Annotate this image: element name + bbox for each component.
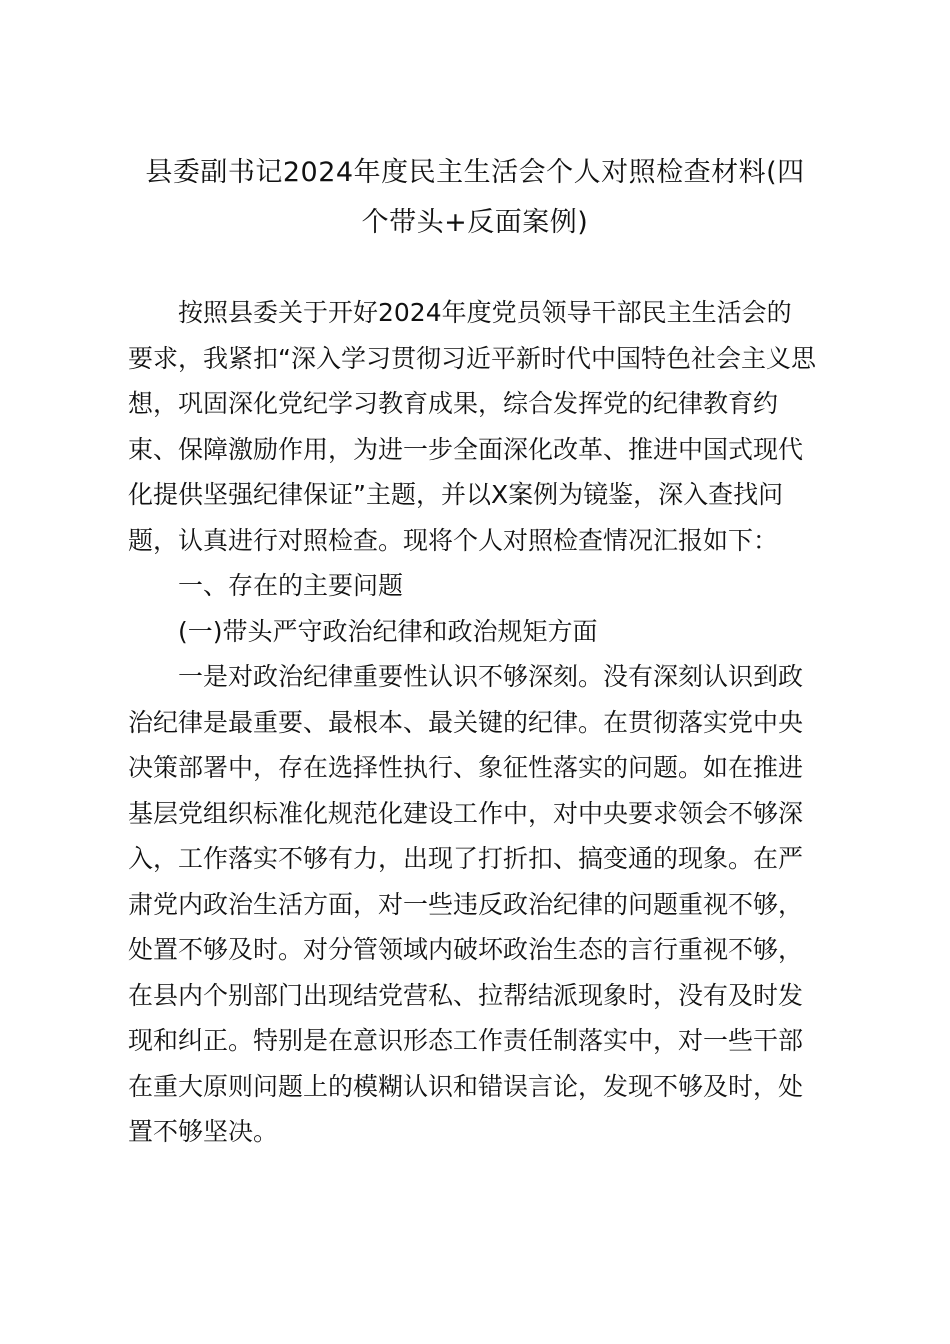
intro-line: 束、保障激励作用，为进一步全面深化改革、推进中国式现代 (128, 434, 804, 464)
intro-paragraph (128, 290, 828, 563)
point-paragraph (128, 654, 828, 1155)
intro-line: 化提供坚强纪律保证”主题，并以X案例为镜鉴，深入查找问 (128, 480, 784, 509)
document-body (128, 290, 828, 1155)
document-title (120, 148, 830, 248)
point-line: 治纪律是最重要、最根本、最关键的纪律。在贯彻落实党中央 (128, 707, 804, 737)
point-line: 肃党内政治生活方面，对一些违反政治纪律的问题重视不够， (128, 889, 804, 919)
point-line: 现和纠正。特别是在意识形态工作责任制落实中，对一些干部 (128, 1026, 804, 1055)
intro-line: 想，巩固深化党纪学习教育成果，综合发挥党的纪律教育约 (128, 389, 779, 418)
subsection-heading: (一)带头严守政治纪律和政治规矩方面 (178, 616, 598, 646)
point-line: 基层党组织标准化规范化建设工作中，对中央要求领会不够深 (128, 798, 804, 828)
intro-line: 按照县委关于开好2024年度党员领导干部民主生活会的 (178, 298, 792, 327)
point-line: 在县内个别部门出现结党营私、拉帮结派现象时，没有及时发 (128, 980, 804, 1010)
title-line-1: 县委副书记2024年度民主生活会个人对照检查材料(四 (145, 157, 805, 188)
intro-line: 要求，我紧扣“深入学习贯彻习近平新时代中国特色社会主义思 (128, 343, 816, 373)
point-line: 在重大原则问题上的模糊认识和错误言论，发现不够及时，处 (128, 1071, 804, 1101)
point-line: 处置不够及时。对分管领域内破坏政治生态的言行重视不够， (128, 935, 804, 964)
point-line: 入，工作落实不够有力，出现了打折扣、搞变通的现象。在严 (128, 844, 804, 873)
point-line: 决策部署中，存在选择性执行、象征性落实的问题。如在推进 (128, 753, 804, 782)
point-line: 置不够坚决。 (128, 1117, 279, 1146)
point-line: 一是对政治纪律重要性认识不够深刻。没有深刻认识到政 (178, 662, 804, 691)
intro-line: 题，认真进行对照检查。现将个人对照检查情况汇报如下： (128, 525, 779, 555)
section-heading: 一、存在的主要问题 (178, 571, 404, 600)
title-line-2: 个带头+反面案例) (361, 207, 589, 238)
